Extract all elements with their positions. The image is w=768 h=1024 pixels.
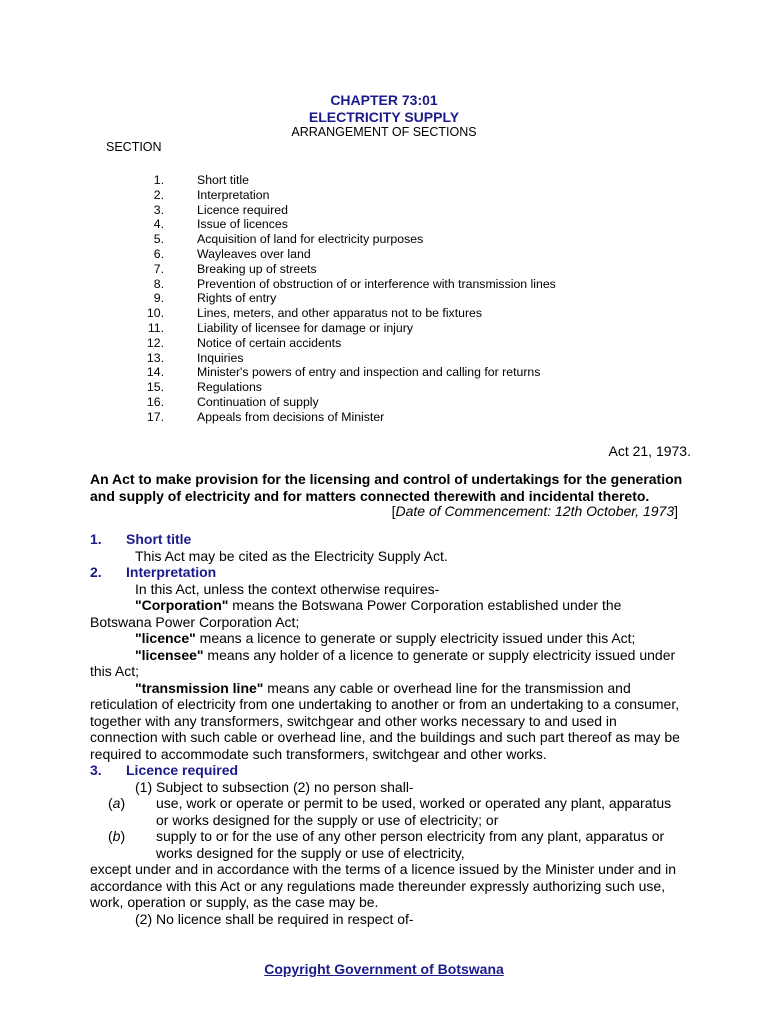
definition bbox=[90, 647, 680, 680]
toc-item bbox=[0, 217, 768, 232]
subsection-1: (1) Subject to subsection (2) no person shall- bbox=[135, 778, 414, 795]
toc-item bbox=[0, 247, 768, 262]
definition bbox=[90, 630, 680, 647]
chapter-heading: CHAPTER 73:01 bbox=[330, 92, 438, 108]
toc-title: Licence required bbox=[197, 202, 288, 217]
toc-title: Breaking up of streets bbox=[197, 261, 317, 276]
toc-item bbox=[0, 203, 768, 218]
table-of-contents bbox=[0, 173, 768, 425]
section-title: Short title bbox=[126, 531, 192, 547]
definition bbox=[90, 597, 680, 630]
arrangement-subtitle: ARRANGEMENT OF SECTIONS bbox=[291, 125, 477, 139]
definition-term: "licensee" bbox=[135, 646, 204, 663]
section-intro: In this Act, unless the context otherwise requires- bbox=[135, 580, 440, 597]
act-reference: Act 21, 1973. bbox=[608, 443, 691, 459]
paragraph-b: (b) supply to or for the use of any other person electricity from any plant, apparatus or works designed for the supply or use of electricity, bbox=[90, 828, 680, 861]
toc-title: Minister's powers of entry and inspection and calling for returns bbox=[197, 365, 541, 380]
toc-number: 9. bbox=[153, 291, 164, 306]
toc-item bbox=[0, 262, 768, 277]
section-number: 3. bbox=[90, 762, 102, 778]
toc-number: 4. bbox=[153, 217, 164, 232]
toc-number: 6. bbox=[153, 246, 164, 261]
toc-title: Inquiries bbox=[197, 350, 244, 365]
toc-item bbox=[0, 306, 768, 321]
toc-title: Acquisition of land for electricity purposes bbox=[197, 232, 424, 247]
toc-title: Continuation of supply bbox=[197, 394, 319, 409]
paragraph-marker: a bbox=[112, 795, 121, 811]
definition-text: means a licence to generate or supply electricity issued under this Act; bbox=[195, 630, 636, 646]
toc-number: 1. bbox=[153, 173, 164, 187]
act-title: ELECTRICITY SUPPLY bbox=[308, 109, 460, 125]
section-title: Interpretation bbox=[126, 564, 217, 580]
toc-title: Notice of certain accidents bbox=[197, 335, 342, 350]
toc-number: 14. bbox=[146, 365, 164, 380]
toc-item bbox=[0, 321, 768, 336]
toc-title: Regulations bbox=[197, 380, 262, 395]
toc-item bbox=[0, 291, 768, 306]
toc-title: Prevention of obstruction of or interference with transmission lines bbox=[197, 276, 556, 291]
paragraph-text: supply to or for the use of any other person electricity from any plant, apparatus or works designed for the supply or use of electricity, bbox=[156, 828, 665, 861]
toc-number: 17. bbox=[146, 409, 164, 424]
toc-item bbox=[0, 395, 768, 410]
except-clause: except under and in accordance with the terms of a licence issued by the Minister under and in accordance with this Act or any regulations made thereunder expressly authorizing such use, work, operation or supply, as the case may be. bbox=[90, 861, 676, 910]
commencement-text: Date of Commencement: 12th October, 1973 bbox=[395, 503, 675, 519]
toc-item bbox=[0, 232, 768, 247]
copyright-link[interactable]: Copyright Government of Botswana bbox=[264, 961, 504, 977]
section-label: SECTION bbox=[106, 140, 162, 154]
toc-item bbox=[0, 380, 768, 395]
toc-number: 8. bbox=[153, 276, 164, 291]
toc-title: Wayleaves over land bbox=[197, 246, 311, 261]
definition-text: means the Botswana Power Corporation established under the Botswana Power Corporation Act; bbox=[90, 597, 622, 630]
toc-item bbox=[0, 336, 768, 351]
long-title: An Act to make provision for the licensing and control of undertakings for the generation and supply of electricity and for matters connected therewith and incidental thereto. bbox=[90, 471, 683, 504]
act-body bbox=[90, 531, 680, 927]
definition-text: means any holder of a licence to generate or supply electricity issued under this Act; bbox=[90, 646, 676, 679]
toc-number: 2. bbox=[153, 187, 164, 202]
toc-title: Interpretation bbox=[197, 187, 270, 202]
paragraph-text: use, work or operate or permit to be used, worked or operated any plant, apparatus or works designed for the supply or use of electricity; or bbox=[156, 795, 672, 828]
definition-term: "transmission line" bbox=[135, 679, 264, 696]
section-text: This Act may be cited as the Electricity Supply Act. bbox=[135, 547, 448, 564]
toc-number: 13. bbox=[146, 350, 164, 365]
toc-number: 5. bbox=[153, 232, 164, 247]
toc-number: 11. bbox=[147, 320, 164, 335]
section-heading-2 bbox=[90, 564, 680, 581]
toc-number: 7. bbox=[153, 261, 164, 276]
definition-term: "Corporation" bbox=[135, 597, 229, 613]
toc-title: Short title bbox=[197, 173, 249, 187]
toc-item bbox=[0, 365, 768, 380]
toc-item bbox=[0, 410, 768, 425]
toc-number: 16. bbox=[146, 394, 164, 409]
toc-item bbox=[0, 188, 768, 203]
toc-title: Rights of entry bbox=[197, 291, 277, 306]
paragraph-marker: b bbox=[112, 828, 121, 844]
commencement-date: [Date of Commencement: 12th October, 1973] bbox=[391, 503, 678, 519]
section-heading-3 bbox=[90, 762, 680, 779]
definition bbox=[90, 680, 680, 763]
paragraph-a: (a) use, work or operate or permit to be used, worked or operated any plant, apparatus or works designed for the supply or use of electricity; or bbox=[90, 795, 680, 828]
section-title: Licence required bbox=[126, 762, 239, 778]
section-number: 1. bbox=[90, 531, 102, 547]
toc-title: Liability of licensee for damage or injury bbox=[197, 320, 413, 335]
section-heading-1 bbox=[90, 531, 680, 548]
toc-item bbox=[0, 173, 768, 188]
toc-number: 12. bbox=[146, 335, 164, 350]
toc-number: 10. bbox=[146, 306, 164, 321]
toc-number: 3. bbox=[153, 202, 164, 217]
section-number: 2. bbox=[90, 564, 102, 580]
toc-title: Issue of licences bbox=[197, 217, 288, 232]
subsection-2: (2) No licence shall be required in respect of- bbox=[135, 910, 414, 927]
definition-text: means any cable or overhead line for the transmission and reticulation of electricity from one undertaking to another or from an undertaking to a consumer, together with any transformers, switchgear and other works necessary to and used in connection with such cable or overhead line, and the buildings and such part thereof as may be required to accommodate such transformers, switchgear and other works. bbox=[90, 679, 680, 762]
footer bbox=[0, 961, 768, 977]
toc-item bbox=[0, 277, 768, 292]
toc-title: Appeals from decisions of Minister bbox=[197, 409, 385, 424]
toc-item bbox=[0, 351, 768, 366]
toc-title: Lines, meters, and other apparatus not to be fixtures bbox=[197, 306, 483, 321]
toc-number: 15. bbox=[146, 380, 164, 395]
definition-term: "licence" bbox=[135, 630, 196, 646]
